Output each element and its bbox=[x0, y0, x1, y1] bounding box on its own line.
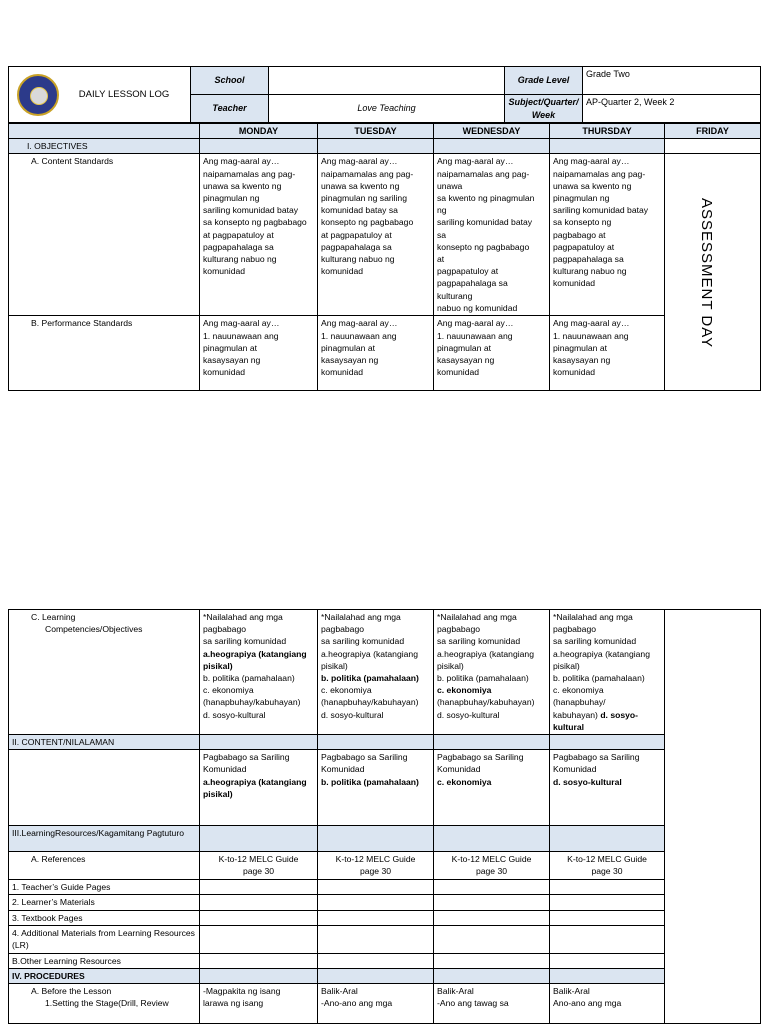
assessment-day-text: ASSESSMENT DAY bbox=[698, 198, 715, 349]
competencies-label-1: C. Learning bbox=[31, 612, 76, 622]
header-table bbox=[8, 66, 761, 123]
competencies-label bbox=[9, 610, 200, 735]
competencies-label-2: Competencies/Objectives bbox=[45, 624, 143, 635]
competencies-wed: *Nailalahad ang mga pagbabago sa sariling komunidad a.heograpiya (katangiang pisikal) b. politika (pamahalaan) c. ekonomiya (hanapbuhay/kabuhayan) d. sosyo-kultural bbox=[434, 610, 550, 735]
resources-heading: III.LearningResources/Kagamitang Pagtuturo bbox=[9, 826, 200, 852]
content-wed: Pagbabago sa Sariling Komunidad c. ekonomiya bbox=[434, 750, 550, 826]
references-label: A. References bbox=[9, 852, 200, 880]
other-resources-label: B.Other Learning Resources bbox=[9, 953, 200, 968]
before-lesson-mon: -Magpakita ng isang larawa ng isang bbox=[200, 984, 318, 1024]
day-tuesday: TUESDAY bbox=[318, 124, 434, 139]
school-label: School bbox=[191, 67, 269, 95]
friday-column bbox=[665, 610, 761, 1024]
objectives-heading: I. OBJECTIVES bbox=[9, 139, 200, 154]
performance-standards-tue: Ang mag-aaral ay… 1. nauunawaan ang pinagmulan at kasaysayan ng komunidad bbox=[318, 316, 434, 391]
learners-materials-label: 2. Learner’s Materials bbox=[9, 895, 200, 910]
content-standards-wed: Ang mag-aaral ay… naipamamalas ang pag- unawa sa kwento ng pinagmulan ng sariling komunidad batay sa konsepto ng pagbabago at pagpapatuloy at pagpapahalaga sa kulturang nabuo ng komunidad bbox=[434, 154, 550, 316]
day-monday: MONDAY bbox=[200, 124, 318, 139]
procedures-heading: IV. PROCEDURES bbox=[9, 969, 200, 984]
logo-title-cell bbox=[9, 67, 191, 123]
content-standards-tue: Ang mag-aaral ay… naipamamalas ang pag- unawa sa kwento ng pinagmulan ng sariling komunidad batay sa konsepto ng pagbabago at pagpapatuloy at pagpapahalaga sa kulturang nabuo ng komunidad bbox=[318, 154, 434, 316]
content-thu: Pagbabago sa Sariling Komunidad d. sosyo-kultural bbox=[550, 750, 665, 826]
performance-standards-mon: Ang mag-aaral ay… 1. nauunawaan ang pinagmulan at kasaysayan ng komunidad bbox=[200, 316, 318, 391]
performance-standards-wed: Ang mag-aaral ay… 1. nauunawaan ang pinagmulan at kasaysayan ng komunidad bbox=[434, 316, 550, 391]
grade-level-value[interactable]: Grade Two bbox=[583, 67, 761, 95]
before-lesson-label-1: A. Before the Lesson bbox=[31, 986, 112, 997]
textbook-pages-label: 3. Textbook Pages bbox=[9, 910, 200, 925]
before-lesson-label bbox=[9, 984, 200, 1024]
performance-standards-thu: Ang mag-aaral ay… 1. nauunawaan ang pinagmulan at kasaysayan ng komunidad bbox=[550, 316, 665, 391]
subject-value[interactable]: AP-Quarter 2, Week 2 bbox=[583, 95, 761, 123]
school-value[interactable] bbox=[269, 67, 505, 95]
day-wednesday: WEDNESDAY bbox=[434, 124, 550, 139]
references-mon: K-to-12 MELC Guide page 30 bbox=[200, 852, 318, 880]
before-lesson-label-2: 1.Setting the Stage(Drill, Review bbox=[45, 998, 169, 1009]
references-thu: K-to-12 MELC Guide page 30 bbox=[550, 852, 665, 880]
corner-cell bbox=[9, 124, 200, 139]
content-standards-label: A. Content Standards bbox=[9, 154, 200, 316]
day-friday: FRIDAY bbox=[665, 124, 761, 139]
before-lesson-thu: Balik-Aral Ano-ano ang mga bbox=[550, 984, 665, 1024]
competencies-tue: *Nailalahad ang mga pagbabago sa sariling komunidad a.heograpiya (katangiang pisikal) b. politika (pamahalaan) c. ekonomiya (hanapbuhay/kabuhayan) d. sosyo-kultural bbox=[318, 610, 434, 735]
teacher-label: Teacher bbox=[191, 95, 269, 123]
references-tue: K-to-12 MELC Guide page 30 bbox=[318, 852, 434, 880]
deped-seal-icon bbox=[12, 74, 64, 116]
competencies-thu: *Nailalahad ang mga pagbabago sa sariling komunidad a.heograpiya (katangiang pisikal) b. politika (pamahalaan) c. ekonomiya (hanapbuhay/ kabuhayan) d. sosyo- kultural bbox=[550, 610, 665, 735]
doc-title: DAILY LESSON LOG bbox=[78, 88, 170, 100]
day-thursday: THURSDAY bbox=[550, 124, 665, 139]
references-wed: K-to-12 MELC Guide page 30 bbox=[434, 852, 550, 880]
objectives-table bbox=[8, 123, 761, 391]
content-standards-thu: Ang mag-aaral ay… naipamamalas ang pag- unawa sa kwento ng pinagmulan ng sariling komunidad batay sa konsepto ng pagbabago at pagpapatuloy at pagpapahalaga sa kulturang nabuo ng komunidad bbox=[550, 154, 665, 316]
lesson-table bbox=[8, 609, 761, 1024]
grade-level-label: Grade Level bbox=[505, 67, 583, 95]
competencies-mon: *Nailalahad ang mga pagbabago sa sariling komunidad a.heograpiya (katangiang pisikal) b. politika (pamahalaan) c. ekonomiya (hanapbuhay/kabuhayan) d. sosyo-kultural bbox=[200, 610, 318, 735]
content-tue: Pagbabago sa Sariling Komunidad b. politika (pamahalaan) bbox=[318, 750, 434, 826]
subject-label: Subject/Quarter/ Week bbox=[505, 95, 583, 123]
additional-materials-label: 4. Additional Materials from Learning Resources (LR) bbox=[9, 925, 200, 953]
teacher-value[interactable]: Love Teaching bbox=[269, 95, 505, 123]
performance-standards-label: B. Performance Standards bbox=[9, 316, 200, 391]
teachers-guide-label: 1. Teacher’s Guide Pages bbox=[9, 880, 200, 895]
content-standards-mon: Ang mag-aaral ay… naipamamalas ang pag- unawa sa kwento ng pinagmulan ng sariling komunidad batay sa konsepto ng pagbabago at pagpapatuloy at pagpapahalaga sa kulturang nabuo ng komunidad bbox=[200, 154, 318, 316]
content-label bbox=[9, 750, 200, 826]
content-mon: Pagbabago sa Sariling Komunidad a.heograpiya (katangiang pisikal) bbox=[200, 750, 318, 826]
before-lesson-tue: Balik-Aral -Ano-ano ang mga bbox=[318, 984, 434, 1024]
before-lesson-wed: Balik-Aral -Ano ang tawag sa bbox=[434, 984, 550, 1024]
content-heading: II. CONTENT/NILALAMAN bbox=[9, 735, 200, 750]
